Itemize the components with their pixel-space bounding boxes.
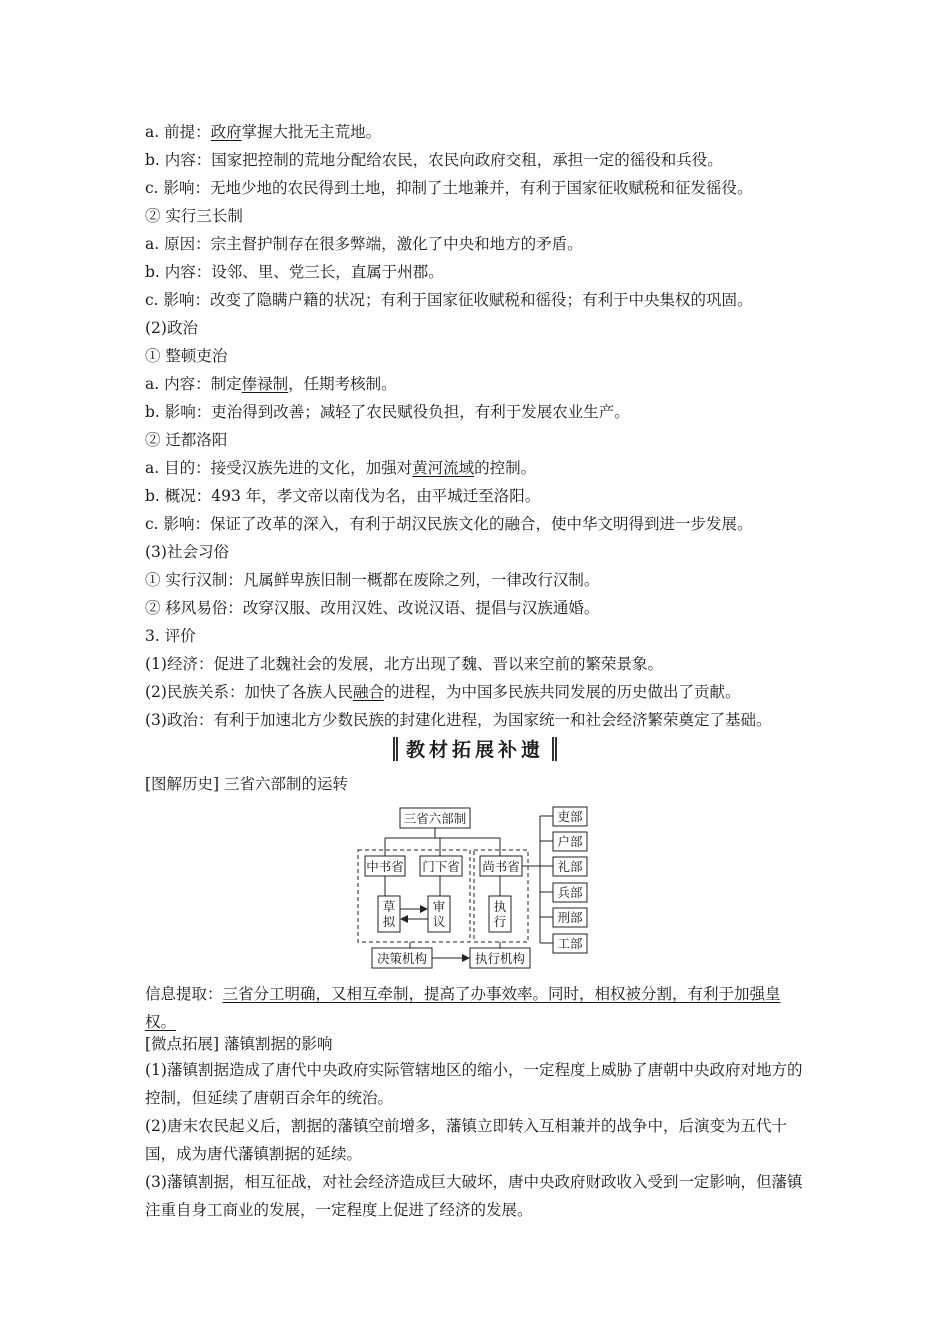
node-top: 三省六部制: [403, 811, 467, 826]
node-shangshu: 尚书省: [482, 859, 520, 874]
node-juece: 决策机构: [376, 951, 428, 966]
text-line: a. 内容：制定俸禄制，任期考核制。: [145, 375, 397, 393]
text-line: c. 影响：保证了改革的深入，有利于胡汉民族文化的融合，使中华文明得到进一步发展。: [145, 515, 753, 533]
node-caoni-2: 拟: [382, 914, 396, 929]
text-line: a. 前提：政府掌握大批无主荒地。: [145, 123, 382, 141]
text-line: c. 影响：无地少地的农民得到土地，抑制了土地兼并，有利于国家征收赋税和征发徭役。: [145, 179, 753, 197]
text-line: (2)民族关系：加快了各族人民融合的进程，为中国多民族共同发展的历史做出了贡献。: [145, 683, 741, 701]
text-line: ② 移风易俗：改穿汉服、改用汉姓、改说汉语、提倡与汉族通婚。: [145, 599, 600, 617]
text-line: c. 影响：改变了隐瞒户籍的状况；有利于国家征收赋税和徭役；有利于中央集权的巩固。: [145, 291, 753, 309]
section2-title: [微点拓展] 藩镇割据的影响: [145, 1035, 333, 1053]
info-label: 信息提取：: [145, 985, 223, 1003]
text-line: (2)政治: [145, 319, 198, 337]
text-line: (3)政治：有利于加速北方少数民族的封建化进程，为国家统一和社会经济繁荣奠定了基础。: [145, 711, 772, 729]
node-zhixing-jigou: 执行机构: [474, 951, 526, 966]
banner-title: 教材拓展补遗: [405, 739, 544, 761]
text-line: ① 实行汉制：凡属鲜卑族旧制一概都在废除之列，一律改行汉制。: [145, 571, 600, 589]
section2-item: (1)藩镇割据造成了唐代中央政府实际管辖地区的缩小，一定程度上威胁了唐朝中央政府对地方的控制，但延续了唐朝百余年的统治。: [145, 1061, 803, 1107]
text-line: ① 整顿吏治: [145, 347, 228, 365]
text-line: a. 原因：宗主督护制存在很多弊端，激化了中央和地方的矛盾。: [145, 235, 583, 253]
text-line: b. 内容：设邻、里、党三长，直属于州郡。: [145, 263, 444, 281]
node-bu-5: 刑部: [557, 910, 583, 925]
node-zhixing-1: 执: [493, 899, 507, 914]
top-box: [400, 808, 470, 828]
text-line: ② 迁都洛阳: [145, 431, 228, 449]
section2-item: (2)唐末农民起义后，割据的藩镇空前增多，藩镇立即转入互相兼并的战争中，后演变为五代十国，成为唐代藩镇割据的延续。: [145, 1117, 787, 1163]
text-line: (3)社会习俗: [145, 543, 229, 561]
info-text: 三省分工明确，又相互牵制，提高了办事效率。同时，相权被分割，有利于加强皇权。: [145, 985, 781, 1031]
node-shenyi-1: 审: [432, 899, 446, 914]
node-shenyi-2: 议: [432, 914, 446, 929]
diagram-caption: [图解历史] 三省六部制的运转: [145, 775, 349, 793]
node-bu-1: 吏部: [557, 809, 583, 824]
node-menxia: 门下省: [422, 859, 460, 874]
text-line: b. 概况：493 年，孝文帝以南伐为名，由平城迁至洛阳。: [145, 487, 541, 505]
banner-left-bars: [393, 737, 398, 761]
node-bu-4: 兵部: [557, 885, 583, 900]
section2-item: (3)藩镇割据，相互征战，对社会经济造成巨大破坏，唐中央政府财政收入受到一定影响，但藩镇注重自身工商业的发展，一定程度上促进了经济的发展。: [145, 1173, 803, 1219]
text-line: b. 内容：国家把控制的荒地分配给农民，农民向政府交租，承担一定的徭役和兵役。: [145, 151, 723, 169]
banner-right-bars: [552, 737, 557, 761]
node-zhixing-2: 行: [493, 914, 507, 929]
text-line: ② 实行三长制: [145, 207, 243, 225]
text-line: b. 影响：吏治得到改善；减轻了农民赋役负担，有利于发展农业生产。: [145, 403, 630, 421]
node-zhongshu: 中书省: [366, 859, 404, 874]
node-caoni-1: 草: [382, 899, 396, 914]
text-line: 3. 评价: [145, 627, 196, 645]
text-line: (1)经济：促进了北魏社会的发展，北方出现了魏、晋以来空前的繁荣景象。: [145, 655, 663, 673]
text-line: a. 目的：接受汉族先进的文化，加强对黄河流域的控制。: [145, 459, 537, 477]
node-bu-6: 工部: [557, 936, 583, 951]
section-banner: [0, 735, 950, 765]
node-bu-2: 户部: [557, 834, 583, 849]
info-extraction: [145, 980, 810, 1036]
node-bu-3: 礼部: [557, 859, 583, 874]
